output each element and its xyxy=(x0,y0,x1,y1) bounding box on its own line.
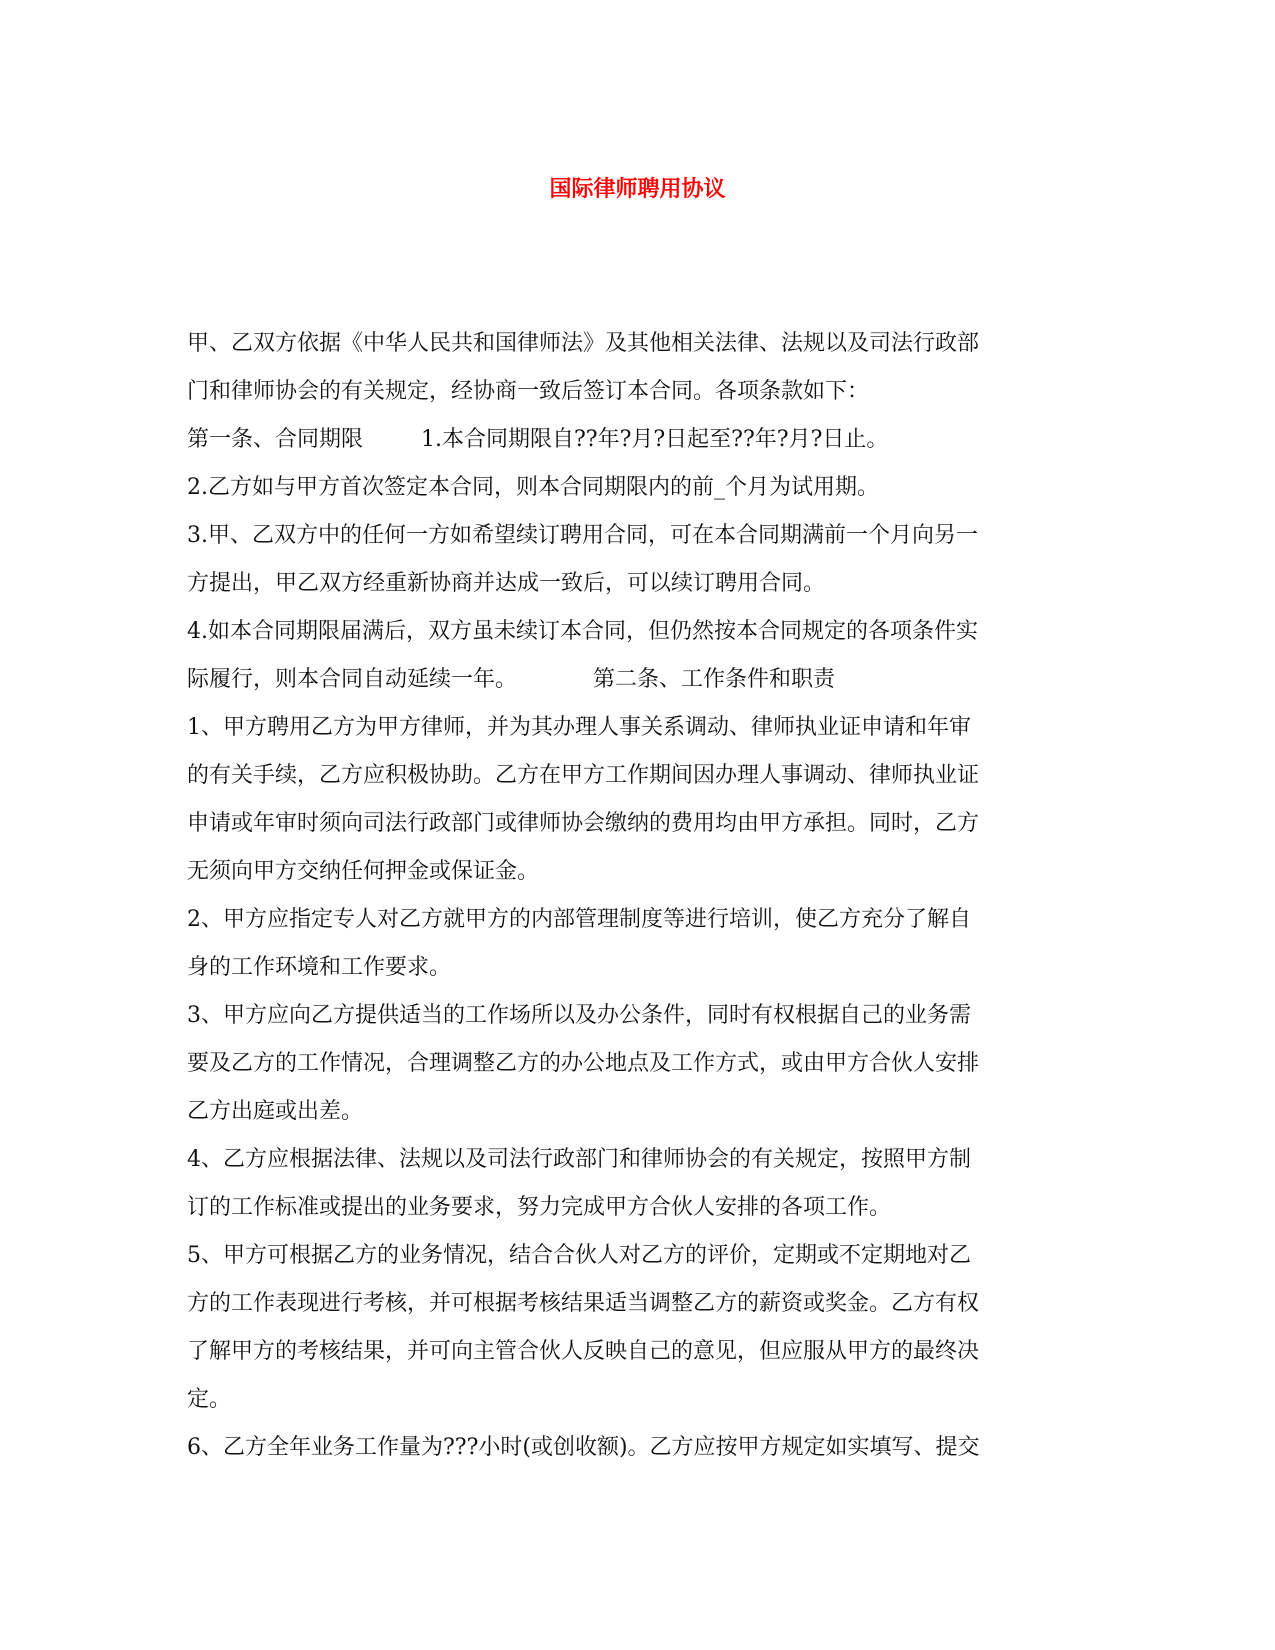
text-line: 4.如本合同期限届满后，双方虽未续订本合同，但仍然按本合同规定的各项条件实 xyxy=(187,619,978,644)
text-line: 了解甲方的考核结果，并可向主管合伙人反映自己的意见，但应服从甲方的最终决 xyxy=(187,1339,980,1364)
clause-text: 1.本合同期限自??年?月?日起至??年?月?日止。 xyxy=(421,427,889,452)
text-line xyxy=(187,656,1087,704)
text-line: 3、甲方应向乙方提供适当的工作场所以及办公条件，同时有权根据自己的业务需 xyxy=(187,1003,971,1028)
text-line: 申请或年审时须向司法行政部门或律师协会缴纳的费用均由甲方承担。同时，乙方 xyxy=(187,811,980,836)
article-heading: 第二条、工作条件和职责 xyxy=(593,667,836,692)
text-line: 方的工作表现进行考核，并可根据考核结果适当调整乙方的薪资或奖金。乙方有权 xyxy=(187,1291,980,1316)
text-line: 乙方出庭或出差。 xyxy=(187,1099,364,1124)
document-body xyxy=(187,320,1087,1472)
text-line: 4、乙方应根据法律、法规以及司法行政部门和律师协会的有关规定，按照甲方制 xyxy=(187,1147,971,1172)
clause-text: 际履行，则本合同自动延续一年。 xyxy=(187,667,518,692)
text-line: 身的工作环境和工作要求。 xyxy=(187,955,452,980)
text-line: 甲、乙双方依据《中华人民共和国律师法》及其他相关法律、法规以及司法行政部 xyxy=(187,331,980,356)
text-line: 订的工作标准或提出的业务要求，努力完成甲方合伙人安排的各项工作。 xyxy=(187,1195,892,1220)
text-line: 要及乙方的工作情况，合理调整乙方的办公地点及工作方式，或由甲方合伙人安排 xyxy=(187,1051,980,1076)
text-line: 的有关手续，乙方应积极协助。乙方在甲方工作期间因办理人事调动、律师执业证 xyxy=(187,763,980,788)
text-line: 定。 xyxy=(187,1387,232,1412)
text-line: 6、乙方全年业务工作量为???小时(或创收额)。乙方应按甲方规定如实填写、提交 xyxy=(187,1435,980,1460)
text-line: 1、甲方聘用乙方为甲方律师，并为其办理人事关系调动、律师执业证申请和年审 xyxy=(187,715,971,740)
text-line: 5、甲方可根据乙方的业务情况，结合合伙人对乙方的评价，定期或不定期地对乙 xyxy=(187,1243,971,1268)
article-heading: 第一条、合同期限 xyxy=(187,427,364,452)
text-line: 无须向甲方交纳任何押金或保证金。 xyxy=(187,859,540,884)
document-title: 国际律师聘用协议 xyxy=(549,176,726,202)
text-line: 方提出，甲乙双方经重新协商并达成一致后，可以续订聘用合同。 xyxy=(187,571,826,596)
text-line: 门和律师协会的有关规定，经协商一致后签订本合同。各项条款如下： xyxy=(187,379,870,404)
text-line: 2.乙方如与甲方首次签定本合同，则本合同期限内的前_个月为试用期。 xyxy=(187,475,879,500)
text-line: 2、甲方应指定专人对乙方就甲方的内部管理制度等进行培训，使乙方充分了解自 xyxy=(187,907,971,932)
text-line xyxy=(187,416,1087,464)
text-line: 3.甲、乙双方中的任何一方如希望续订聘用合同，可在本合同期满前一个月向另一 xyxy=(187,523,978,548)
